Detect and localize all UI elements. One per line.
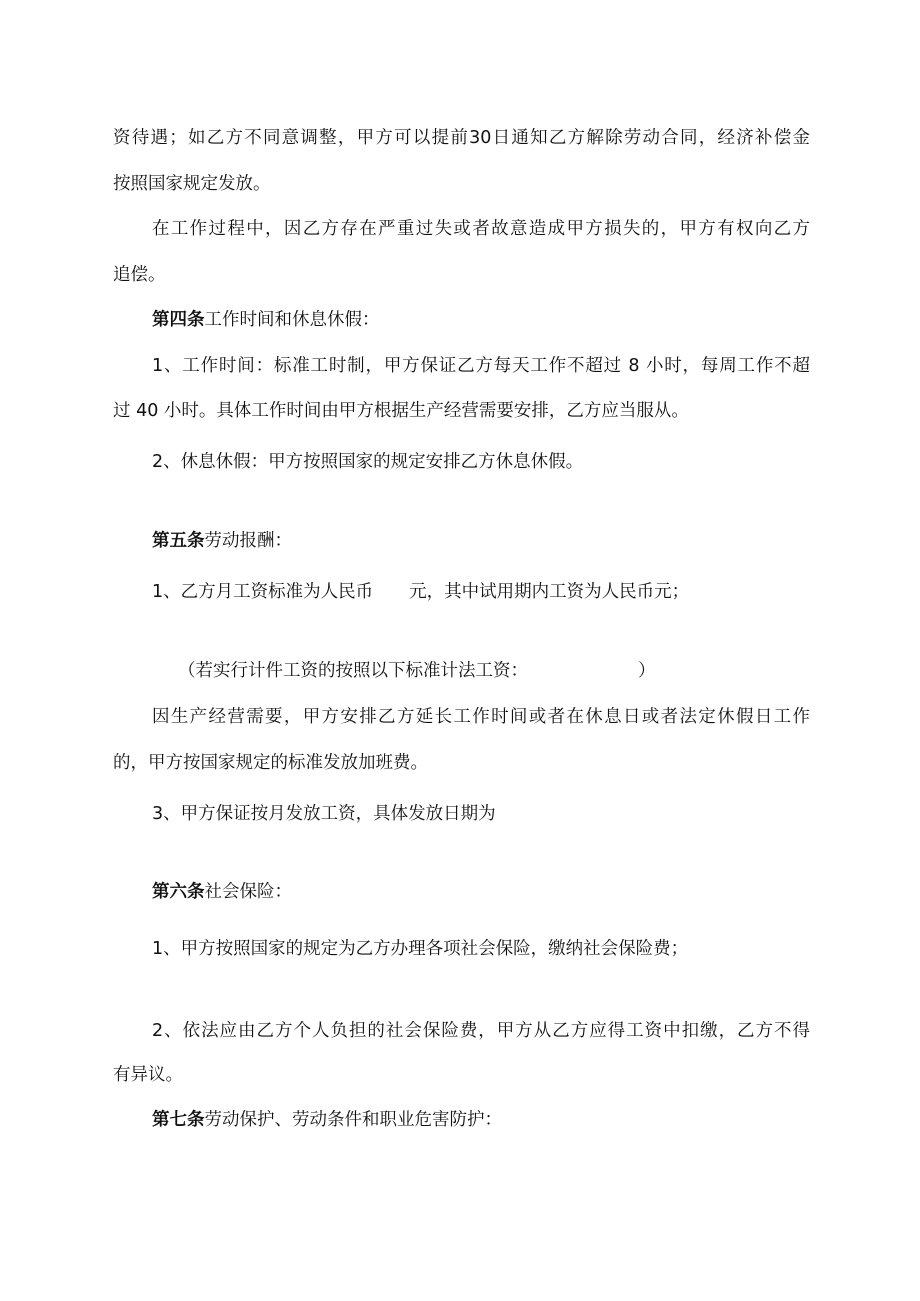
text-line: 因生产经营需要，甲方安排乙方延长工作时间或者在休息日或者法定休假日工作 <box>152 707 810 727</box>
article-number: 第六条 <box>152 882 205 902</box>
text-line: 的，甲方按国家规定的标准发放加班费。 <box>113 753 428 773</box>
article-title: 社会保险： <box>204 882 292 902</box>
article-title: 工作时间和休息休假： <box>204 310 380 330</box>
article-6-heading <box>152 880 810 904</box>
text-fragment: ） <box>638 661 656 681</box>
text-fragment: 元，其中试用期内工资为人民币元； <box>409 582 690 602</box>
article-title: 劳动保护、劳动条件和职业危害防护： <box>204 1110 502 1130</box>
text-fragment: （若实行计件工资的按照以下标准计法工资： <box>178 661 528 681</box>
article-5-heading <box>152 529 810 553</box>
text-line: 追偿。 <box>113 265 166 285</box>
text-line: 3、甲方保证按月发放工资，具体发放日期为 <box>152 804 496 824</box>
text-line: 按照国家规定发放。 <box>113 174 271 194</box>
article-4-heading <box>152 308 810 332</box>
text-line: 过 40 小时。具体工作时间由甲方根据生产经营需要安排，乙方应当服从。 <box>113 401 689 421</box>
text-line: 2、休息休假：甲方按照国家的规定安排乙方休息休假。 <box>152 452 584 472</box>
text-fragment: 1、乙方月工资标准为人民币 <box>152 582 374 602</box>
article-number: 第四条 <box>152 310 205 330</box>
text-line <box>152 580 810 604</box>
text-line <box>178 659 698 683</box>
text-line: 2、依法应由乙方个人负担的社会保险费，甲方从乙方应得工资中扣缴，乙方不得 <box>152 1021 810 1041</box>
text-line: 1、工作时间：标准工时制，甲方保证乙方每天工作不超过 8 小时，每周工作不超 <box>152 356 810 376</box>
text-line: 资待遇；如乙方不同意调整，甲方可以提前30日通知乙方解除劳动合同，经济补偿金 <box>113 128 810 148</box>
article-number: 第五条 <box>152 531 205 551</box>
text-line: 1、甲方按照国家的规定为乙方办理各项社会保险，缴纳社会保险费； <box>152 939 689 959</box>
article-number: 第七条 <box>152 1110 205 1130</box>
text-line: 在工作过程中，因乙方存在严重过失或者故意造成甲方损失的，甲方有权向乙方 <box>152 219 810 239</box>
article-7-heading <box>152 1108 810 1132</box>
article-title: 劳动报酬： <box>204 531 292 551</box>
text-line: 有异议。 <box>113 1065 183 1085</box>
